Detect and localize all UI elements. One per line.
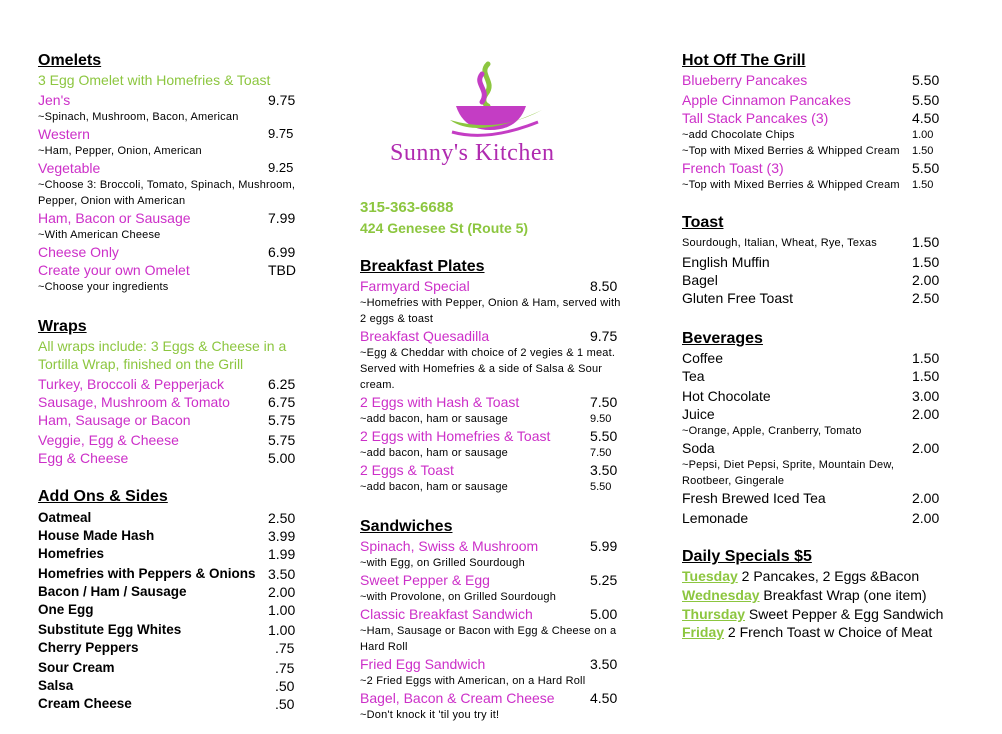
menu-item-price: 3.00 bbox=[912, 388, 940, 404]
menu-item-note: ~with Provolone, on Grilled Sourdough bbox=[360, 591, 557, 603]
menu-item-price: .75 bbox=[275, 640, 295, 656]
menu-item-name: Veggie, Egg & Cheese bbox=[38, 432, 179, 448]
menu-item-price: 5.50 bbox=[912, 160, 940, 176]
menu-item-name: Western bbox=[38, 126, 90, 142]
menu-item-price: 5.50 bbox=[912, 72, 940, 88]
menu-item-note-price: 1.00 bbox=[912, 129, 934, 141]
menu-item-name: Juice bbox=[682, 406, 715, 422]
menu-item-note: ~Egg & Cheddar with choice of 2 vegies & 1 meat. bbox=[360, 347, 616, 359]
menu-item-note: ~Choose 3: Broccoli, Tomato, Spinach, Mushroom, bbox=[38, 179, 296, 191]
menu-item-price: 1.50 bbox=[912, 368, 940, 384]
menu-item-price: .50 bbox=[275, 696, 295, 712]
menu-item-note: ~add bacon, ham or sausage bbox=[360, 447, 508, 459]
menu-item-name: Spinach, Swiss & Mushroom bbox=[360, 538, 539, 554]
menu-item-price: 8.50 bbox=[590, 278, 618, 294]
special-day: Friday bbox=[682, 624, 725, 640]
special-text: 2 French Toast w Choice of Meat bbox=[724, 624, 933, 640]
menu-item-note: ~with Egg, on Grilled Sourdough bbox=[360, 557, 525, 569]
menu-item-name: Blueberry Pancakes bbox=[682, 72, 808, 88]
wraps-heading: Wraps bbox=[38, 318, 87, 335]
special-day: Wednesday bbox=[682, 587, 760, 603]
menu-item-price: 1.00 bbox=[268, 622, 296, 638]
menu-item-price: 5.00 bbox=[590, 606, 618, 622]
menu-item-note: ~add bacon, ham or sausage bbox=[360, 481, 508, 493]
menu-item-price: 5.25 bbox=[590, 572, 618, 588]
menu-item-name: Cheese Only bbox=[38, 244, 119, 260]
menu-item-name: House Made Hash bbox=[38, 528, 155, 543]
menu-item-name: Lemonade bbox=[682, 510, 749, 526]
menu-item-price: 6.75 bbox=[268, 394, 296, 410]
menu-item-price: 7.50 bbox=[590, 394, 618, 410]
menu-item-name: 2 Eggs with Homefries & Toast bbox=[360, 428, 551, 444]
menu-item-name: Bagel, Bacon & Cream Cheese bbox=[360, 690, 555, 706]
omelets-subtitle: 3 Egg Omelet with Homefries & Toast bbox=[38, 72, 271, 88]
menu-item-note: Hard Roll bbox=[360, 641, 408, 653]
menu-item-price: 1.50 bbox=[912, 234, 940, 250]
menu-item-name: Salsa bbox=[38, 678, 74, 693]
menu-item-price: 3.99 bbox=[268, 528, 296, 544]
menu-item-name: Jen's bbox=[38, 92, 71, 108]
special-text: 2 Pancakes, 2 Eggs &Bacon bbox=[737, 568, 920, 584]
menu-item-name: Fried Egg Sandwich bbox=[360, 656, 486, 672]
wraps-subtitle: Tortilla Wrap, finished on the Grill bbox=[38, 356, 244, 372]
menu-item-name: Apple Cinnamon Pancakes bbox=[682, 92, 851, 108]
menu-item-name: Tall Stack Pancakes (3) bbox=[682, 110, 829, 126]
brand-name: Sunny's Kitchen bbox=[390, 140, 555, 166]
menu-item-price: 7.99 bbox=[268, 210, 296, 226]
menu-item-name: Bacon / Ham / Sausage bbox=[38, 584, 187, 599]
menu-item-price: 1.50 bbox=[912, 350, 940, 366]
menu-item-note: cream. bbox=[360, 379, 395, 391]
menu-item-price: 2.00 bbox=[912, 406, 940, 422]
menu-item-note: Pepper, Onion with American bbox=[38, 195, 186, 207]
menu-item-name: 2 Eggs with Hash & Toast bbox=[360, 394, 520, 410]
menu-item-note: ~Homefries with Pepper, Onion & Ham, served with bbox=[360, 297, 621, 309]
menu-item-note: ~Choose your ingredients bbox=[38, 281, 169, 293]
menu-item-price: 3.50 bbox=[590, 656, 618, 672]
toast-heading: Toast bbox=[682, 214, 724, 231]
menu-item-price: 1.50 bbox=[912, 254, 940, 270]
menu-item-name: Vegetable bbox=[38, 160, 101, 176]
menu-item-name: Ham, Bacon or Sausage bbox=[38, 210, 191, 226]
special-row bbox=[682, 587, 927, 603]
menu-item-price: 4.50 bbox=[590, 690, 618, 706]
steaming-cup-logo-icon bbox=[438, 60, 548, 142]
sandwiches-heading: Sandwiches bbox=[360, 518, 453, 535]
menu-item-note: Served with Homefries & a side of Salsa & Sour bbox=[360, 363, 603, 375]
menu-item-price: 5.75 bbox=[268, 412, 296, 428]
menu-item-note: ~add Chocolate Chips bbox=[682, 129, 795, 141]
menu-item-price: 5.00 bbox=[268, 450, 296, 466]
address: 424 Genesee St (Route 5) bbox=[360, 220, 529, 236]
special-day: Tuesday bbox=[682, 568, 738, 584]
menu-item-name: Oatmeal bbox=[38, 510, 92, 525]
menu-item-name: English Muffin bbox=[682, 254, 770, 270]
menu-item-note: ~Ham, Pepper, Onion, American bbox=[38, 145, 202, 157]
menu-item-name: Sour Cream bbox=[38, 660, 115, 675]
menu-item-price: 5.99 bbox=[590, 538, 618, 554]
menu-item-price: 2.00 bbox=[268, 584, 296, 600]
menu-item-name: Create your own Omelet bbox=[38, 262, 190, 278]
addons-heading: Add Ons & Sides bbox=[38, 488, 168, 505]
menu-item-note: ~Top with Mixed Berries & Whipped Cream bbox=[682, 179, 900, 191]
menu-item-name: French Toast (3) bbox=[682, 160, 784, 176]
menu-item-note-price: 9.50 bbox=[590, 413, 612, 425]
menu-item-note-price: 1.50 bbox=[912, 179, 934, 191]
menu-item-note-price: 1.50 bbox=[912, 145, 934, 157]
special-text: Breakfast Wrap (one item) bbox=[759, 587, 927, 603]
menu-item-name: Breakfast Quesadilla bbox=[360, 328, 490, 344]
menu-item-name: Fresh Brewed Iced Tea bbox=[682, 490, 826, 506]
menu-item-note-price: 5.50 bbox=[590, 481, 612, 493]
menu-item-price: 2.00 bbox=[912, 510, 940, 526]
menu-item-note: ~Orange, Apple, Cranberry, Tomato bbox=[682, 425, 862, 437]
menu-item-name: Substitute Egg Whites bbox=[38, 622, 182, 637]
menu-item-price: 6.99 bbox=[268, 244, 296, 260]
menu-item-price: 5.50 bbox=[912, 92, 940, 108]
menu-item-price: 9.75 bbox=[590, 328, 618, 344]
menu-item-name: Sausage, Mushroom & Tomato bbox=[38, 394, 230, 410]
menu-item-note: ~Top with Mixed Berries & Whipped Cream bbox=[682, 145, 900, 157]
menu-item-price: 2.00 bbox=[912, 490, 940, 506]
menu-item-price: TBD bbox=[268, 262, 296, 278]
menu-item-price: 2.00 bbox=[912, 272, 940, 288]
specials-heading: Daily Specials $5 bbox=[682, 548, 812, 565]
menu-item-price: 9.25 bbox=[268, 160, 294, 175]
menu-item-price: 6.25 bbox=[268, 376, 296, 392]
menu-item-price: 1.00 bbox=[268, 602, 296, 618]
menu-item-price: 9.75 bbox=[268, 126, 294, 141]
menu-item-name: Gluten Free Toast bbox=[682, 290, 794, 306]
menu-item-name: Cherry Peppers bbox=[38, 640, 139, 655]
menu-item-name: Coffee bbox=[682, 350, 723, 366]
menu-item-price: 1.99 bbox=[268, 546, 296, 562]
menu-item-price: 2.50 bbox=[268, 510, 296, 526]
menu-item-name: Homefries bbox=[38, 546, 105, 561]
special-day: Thursday bbox=[682, 606, 746, 622]
menu-item-name: Tea bbox=[682, 368, 705, 384]
menu-item-price: 5.50 bbox=[590, 428, 618, 444]
menu-item-note: ~With American Cheese bbox=[38, 229, 161, 241]
menu-item-name: Egg & Cheese bbox=[38, 450, 129, 466]
menu-item-price: 5.75 bbox=[268, 432, 296, 448]
menu-item-price: 2.00 bbox=[912, 440, 940, 456]
menu-item-note: ~2 Fried Eggs with American, on a Hard Roll bbox=[360, 675, 586, 687]
special-row bbox=[682, 624, 932, 640]
omelets-heading: Omelets bbox=[38, 52, 102, 69]
menu-item-name: Bagel bbox=[682, 272, 718, 288]
menu-item-note: ~Spinach, Mushroom, Bacon, American bbox=[38, 111, 239, 123]
menu-item-name: Sourdough, Italian, Wheat, Rye, Texas bbox=[682, 237, 877, 249]
menu-item-name: Soda bbox=[682, 440, 715, 456]
menu-item-name: One Egg bbox=[38, 602, 94, 617]
menu-item-price: 4.50 bbox=[912, 110, 940, 126]
menu-item-name: Hot Chocolate bbox=[682, 388, 771, 404]
menu-item-note: Rootbeer, Gingerale bbox=[682, 475, 785, 487]
breakfast-heading: Breakfast Plates bbox=[360, 258, 485, 275]
menu-item-name: Ham, Sausage or Bacon bbox=[38, 412, 191, 428]
menu-item-name: Classic Breakfast Sandwich bbox=[360, 606, 533, 622]
menu-item-price: 3.50 bbox=[590, 462, 618, 478]
menu-item-note: ~Ham, Sausage or Bacon with Egg & Cheese on a bbox=[360, 625, 617, 637]
wraps-subtitle: All wraps include: 3 Eggs & Cheese in a bbox=[38, 338, 287, 354]
menu-item-note: ~Don't knock it 'til you try it! bbox=[360, 709, 500, 721]
menu-item-note-price: 7.50 bbox=[590, 447, 612, 459]
special-row bbox=[682, 568, 919, 584]
menu-item-name: Sweet Pepper & Egg bbox=[360, 572, 490, 588]
menu-item-name: Farmyard Special bbox=[360, 278, 470, 294]
menu-item-name: Turkey, Broccoli & Pepperjack bbox=[38, 376, 224, 392]
menu-item-name: Homefries with Peppers & Onions bbox=[38, 566, 256, 581]
menu-item-note: ~Pepsi, Diet Pepsi, Sprite, Mountain Dew, bbox=[682, 459, 895, 471]
menu-item-price: 3.50 bbox=[268, 566, 296, 582]
menu-item-price: 2.50 bbox=[912, 290, 940, 306]
special-row bbox=[682, 606, 943, 622]
menu-item-name: Cream Cheese bbox=[38, 696, 132, 711]
menu-item-note: ~add bacon, ham or sausage bbox=[360, 413, 508, 425]
menu-item-price: 9.75 bbox=[268, 92, 296, 108]
grill-heading: Hot Off The Grill bbox=[682, 52, 806, 69]
special-text: Sweet Pepper & Egg Sandwich bbox=[745, 606, 944, 622]
menu-item-price: .50 bbox=[275, 678, 295, 694]
menu-item-note: 2 eggs & toast bbox=[360, 313, 434, 325]
phone-number: 315-363-6688 bbox=[360, 199, 454, 216]
beverages-heading: Beverages bbox=[682, 330, 763, 347]
menu-item-name: 2 Eggs & Toast bbox=[360, 462, 454, 478]
menu-item-price: .75 bbox=[275, 660, 295, 676]
